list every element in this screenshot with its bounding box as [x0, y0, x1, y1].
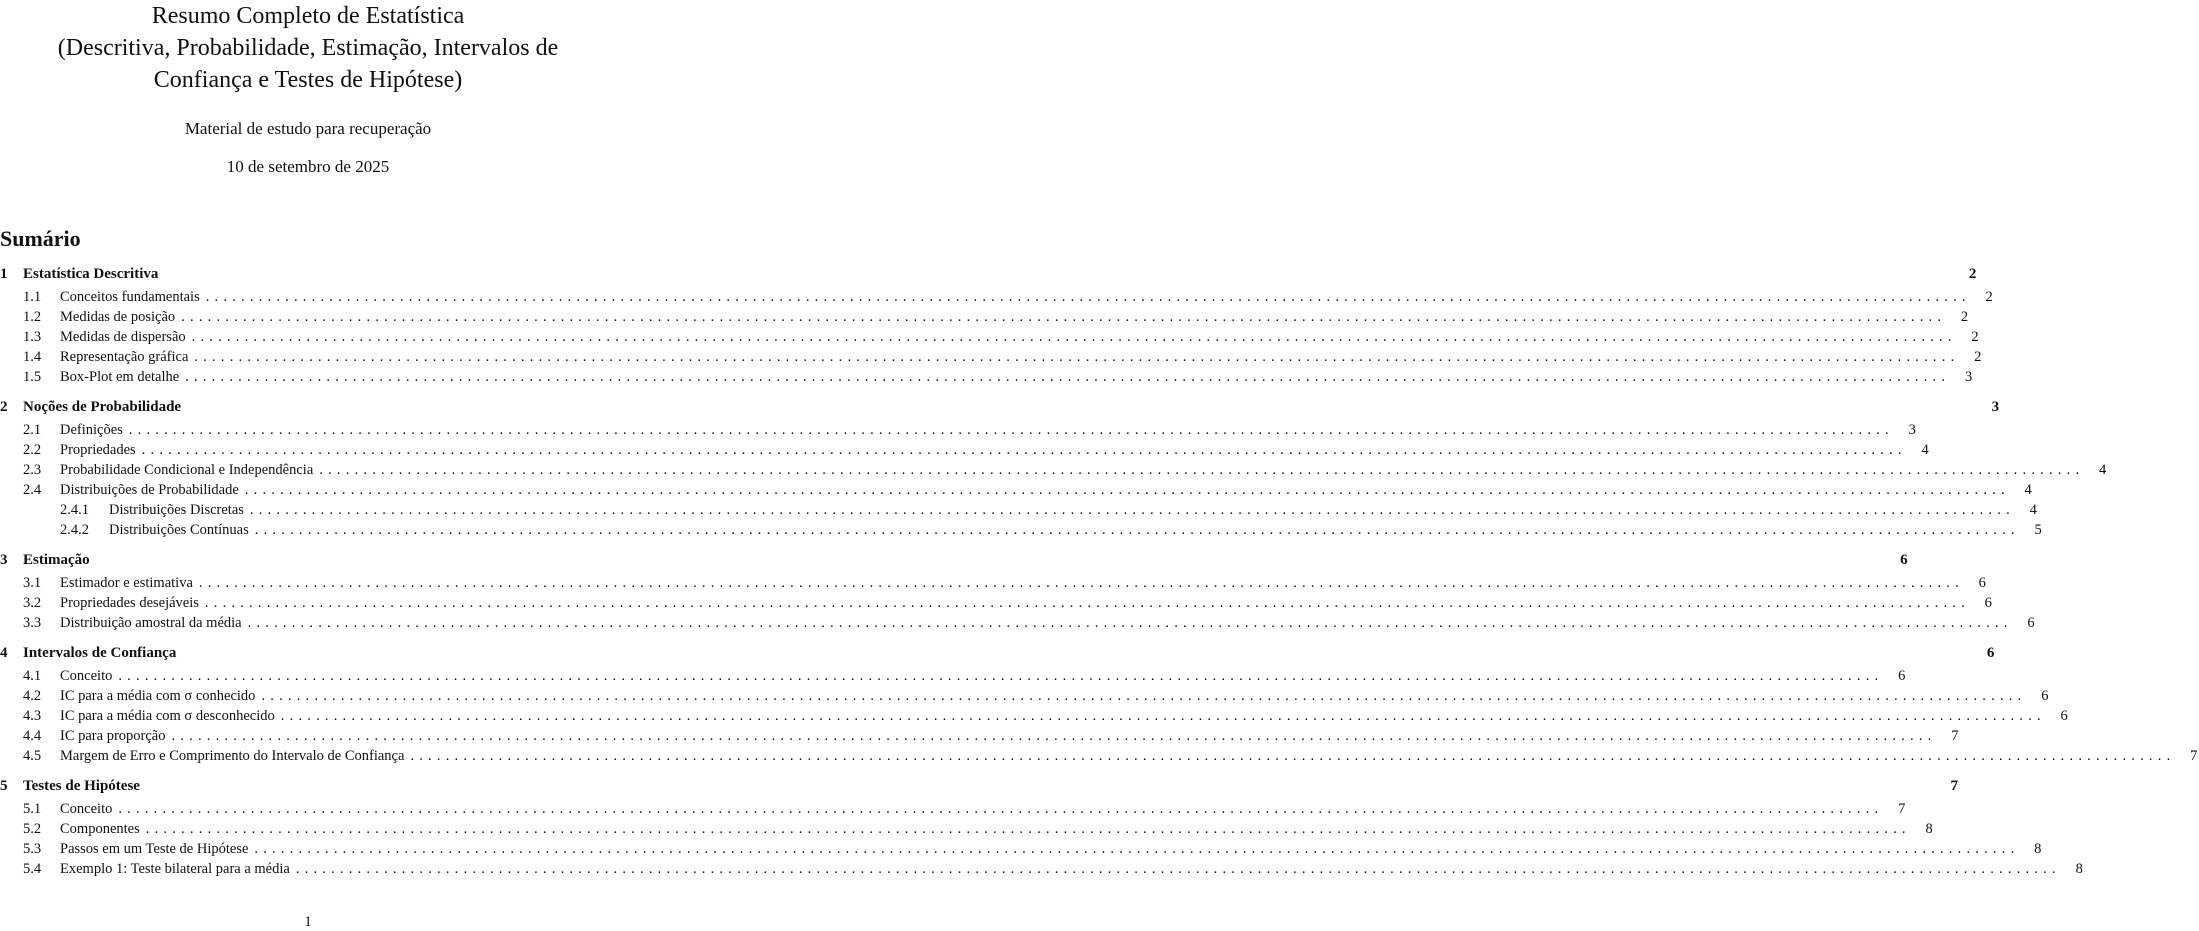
- toc-entry-label: Intervalos de Confiança: [23, 645, 177, 661]
- toc-entry-number: 4.1: [23, 668, 42, 684]
- table-of-contents: [0, 262, 2198, 887]
- toc-entry-number: 4: [0, 645, 8, 661]
- title-line: (Descritiva, Probabilidade, Estimação, Intervalos de: [57, 35, 559, 61]
- toc-entry-number: 1.4: [23, 349, 42, 365]
- toc-entry-label: Medidas de posição: [60, 309, 176, 325]
- toc-leader-dots: ........................................................................................................................................................................................................: [410, 748, 2176, 764]
- toc-leader-dots: ........................................................................................................................................................................................................: [185, 369, 1951, 385]
- toc-subsubsection-entry[interactable]: [0, 500, 2037, 520]
- toc-entry-page: 4: [2029, 502, 2037, 518]
- toc-entry-page: 6: [2041, 688, 2049, 704]
- toc-section-entry[interactable]: [0, 395, 2000, 420]
- toc-entry-page: 6: [1898, 668, 1906, 684]
- toc-entry-number: 1.5: [23, 369, 42, 385]
- toc-section-entry[interactable]: [0, 641, 1995, 666]
- toc-entry-page: 2: [1968, 266, 1977, 282]
- toc-entry-label: Distribuições de Probabilidade: [60, 482, 239, 498]
- document-title: [0, 0, 616, 96]
- toc-leader-dots: ........................................................................................................................................................................................................: [181, 309, 1947, 325]
- toc-leader-dots: ........................................................................................................................................................................................................: [254, 522, 2020, 538]
- toc-entry-page: 8: [2075, 861, 2083, 877]
- toc-entry-number: 1.3: [23, 329, 42, 345]
- toc-leader-dots: ........................................................................................................................................................................................................: [118, 801, 1884, 817]
- toc-entry-page: 3: [1964, 369, 1973, 385]
- toc-entry-page: 6: [1900, 552, 1908, 568]
- toc-entry-page: 4: [1921, 442, 1929, 458]
- toc-subsection-entry[interactable]: [0, 706, 2068, 726]
- toc-entry-label: Medidas de dispersão: [60, 329, 186, 345]
- toc-subsection-entry[interactable]: [0, 347, 1982, 367]
- toc-entry-label: Distribuição amostral da média: [60, 615, 242, 631]
- toc-subsection-entry[interactable]: [0, 307, 1969, 327]
- toc-entry-label: Propriedades desejáveis: [60, 595, 199, 611]
- toc-entry-page: 4: [2099, 462, 2107, 478]
- toc-entry-number: 5.3: [23, 841, 42, 857]
- toc-section-block: [0, 774, 2083, 879]
- toc-subsection-entry[interactable]: [0, 287, 1993, 307]
- toc-entry-number: 2.4.2: [60, 522, 89, 538]
- toc-entry-number: 1.1: [23, 289, 42, 305]
- toc-entry-label: Distribuições Contínuas: [109, 522, 249, 538]
- toc-subsection-entry[interactable]: [0, 593, 1992, 613]
- toc-section-block: [0, 641, 2198, 766]
- toc-entry-number: 4.4: [23, 728, 42, 744]
- toc-entry-label: Conceitos fundamentais: [60, 289, 200, 305]
- toc-subsection-entry[interactable]: [0, 686, 2049, 706]
- toc-entry-label: Noções de Probabilidade: [23, 399, 182, 415]
- toc-entry-page: 2: [1971, 329, 1979, 345]
- toc-entry-label: Box-Plot em detalhe: [60, 369, 180, 385]
- toc-entry-number: 4.2: [23, 688, 42, 704]
- page-number: 1: [304, 914, 312, 930]
- toc-leader-dots: ........................................................................................................................................................................................................: [205, 289, 1971, 305]
- toc-section-entry[interactable]: [0, 548, 1908, 573]
- toc-entry-page: 6: [2027, 615, 2035, 631]
- toc-entry-page: 6: [2060, 708, 2068, 724]
- toc-entry-page: 7: [1950, 778, 1958, 794]
- toc-subsection-entry[interactable]: [0, 440, 1929, 460]
- toc-entry-label: Probabilidade Condicional e Independência: [60, 462, 314, 478]
- toc-entry-number: 1.2: [23, 309, 42, 325]
- toc-entry-label: Exemplo 1: Teste bilateral para a média: [60, 861, 290, 877]
- toc-subsection-entry[interactable]: [0, 480, 2032, 500]
- toc-entry-number: 5: [0, 778, 8, 794]
- toc-entry-page: 7: [1898, 801, 1906, 817]
- toc-entry-number: 5.2: [23, 821, 42, 837]
- toc-entry-number: 2.4.1: [60, 502, 89, 518]
- toc-entry-page: 6: [1984, 595, 1992, 611]
- toc-subsection-entry[interactable]: [0, 726, 1959, 746]
- toc-entry-label: Definições: [60, 422, 123, 438]
- toc-entry-number: 2.3: [23, 462, 42, 478]
- toc-entry-number: 3: [0, 552, 8, 568]
- toc-subsection-entry[interactable]: [0, 859, 2083, 879]
- toc-entry-number: 4.5: [23, 748, 42, 764]
- toc-entry-label: Margem de Erro e Comprimento do Intervalo de Confiança: [60, 748, 405, 764]
- toc-entry-page: 5: [2034, 522, 2042, 538]
- toc-entry-label: Testes de Hipótese: [23, 778, 140, 794]
- toc-entry-number: 2.4: [23, 482, 42, 498]
- toc-leader-dots: ........................................................................................................................................................................................................: [244, 482, 2010, 498]
- title-line: Confiança e Testes de Hipótese): [153, 67, 463, 93]
- toc-leader-dots: ........................................................................................................................................................................................................: [145, 821, 1911, 837]
- toc-section-block: [0, 262, 1993, 387]
- toc-entry-number: 1: [0, 266, 8, 282]
- toc-leader-dots: ........................................................................................................................................................................................................: [204, 595, 1970, 611]
- toc-leader-dots: ........................................................................................................................................................................................................: [261, 688, 2027, 704]
- toc-entry-label: Conceito: [60, 668, 113, 684]
- toc-entry-page: 6: [1978, 575, 1986, 591]
- toc-entry-page: 8: [1925, 821, 1933, 837]
- toc-section-block: [0, 395, 2107, 540]
- toc-entry-label: Estatística Descritiva: [23, 266, 159, 282]
- toc-leader-dots: ........................................................................................................................................................................................................: [171, 728, 1937, 744]
- toc-section-entry[interactable]: [0, 262, 1977, 287]
- toc-entry-label: Propriedades: [60, 442, 136, 458]
- toc-subsection-entry[interactable]: [0, 839, 2042, 859]
- toc-entry-label: Distribuições Discretas: [109, 502, 244, 518]
- toc-entry-number: 3.2: [23, 595, 42, 611]
- toc-entry-number: 2.1: [23, 422, 42, 438]
- toc-subsection-entry[interactable]: [0, 367, 1973, 387]
- toc-entry-label: Representação gráfica: [60, 349, 189, 365]
- toc-entry-label: Estimação: [23, 552, 90, 568]
- toc-entry-label: Conceito: [60, 801, 113, 817]
- toc-section-entry[interactable]: [0, 774, 1958, 799]
- document-subtitle: Material de estudo para recuperação: [184, 119, 432, 138]
- toc-subsection-entry[interactable]: [0, 746, 2198, 766]
- toc-entry-page: 8: [2034, 841, 2042, 857]
- document-date: 10 de setembro de 2025: [226, 157, 390, 176]
- toc-subsubsection-entry[interactable]: [0, 520, 2042, 540]
- toc-subsection-entry[interactable]: [0, 460, 2107, 480]
- toc-subsection-entry[interactable]: [0, 420, 1916, 440]
- toc-section-block: [0, 548, 2035, 633]
- toc-entry-number: 2: [0, 399, 8, 415]
- toc-heading: Sumário: [0, 226, 81, 251]
- title-line: Resumo Completo de Estatística: [151, 3, 465, 29]
- toc-subsection-entry[interactable]: [0, 819, 1933, 839]
- toc-entry-number: 3.1: [23, 575, 42, 591]
- toc-entry-number: 3.3: [23, 615, 42, 631]
- toc-entry-page: 7: [1951, 728, 1959, 744]
- toc-subsection-entry[interactable]: [0, 666, 1906, 686]
- toc-leader-dots: ........................................................................................................................................................................................................: [319, 462, 2085, 478]
- toc-entry-page: 2: [1974, 349, 1982, 365]
- toc-subsection-entry[interactable]: [0, 613, 2035, 633]
- toc-subsection-entry[interactable]: [0, 327, 1979, 347]
- toc-leader-dots: ........................................................................................................................................................................................................: [247, 615, 2013, 631]
- toc-entry-page: 2: [1960, 309, 1969, 325]
- toc-leader-dots: ........................................................................................................................................................................................................: [254, 841, 2020, 857]
- toc-leader-dots: ........................................................................................................................................................................................................: [141, 442, 1907, 458]
- toc-leader-dots: ........................................................................................................................................................................................................: [280, 708, 2046, 724]
- toc-entry-number: 5.1: [23, 801, 42, 817]
- toc-entry-page: 7: [2190, 748, 2198, 764]
- toc-entry-label: Componentes: [60, 821, 140, 837]
- toc-entry-page: 3: [1991, 399, 2000, 415]
- toc-entry-page: 3: [1908, 422, 1916, 438]
- toc-subsection-entry[interactable]: [0, 573, 1986, 593]
- toc-entry-number: 4.3: [23, 708, 42, 724]
- toc-entry-label: Passos em um Teste de Hipótese: [60, 841, 249, 857]
- toc-entry-label: Estimador e estimativa: [60, 575, 193, 591]
- toc-entry-page: 6: [1986, 645, 1995, 661]
- toc-leader-dots: ........................................................................................................................................................................................................: [198, 575, 1964, 591]
- toc-entry-label: IC para a média com σ desconhecido: [60, 708, 275, 724]
- toc-leader-dots: ........................................................................................................................................................................................................: [191, 329, 1957, 345]
- toc-entry-page: 2: [1985, 289, 1993, 305]
- toc-entry-number: 2.2: [23, 442, 42, 458]
- toc-leader-dots: ........................................................................................................................................................................................................: [249, 502, 2015, 518]
- toc-leader-dots: ........................................................................................................................................................................................................: [295, 861, 2061, 877]
- toc-subsection-entry[interactable]: [0, 799, 1906, 819]
- toc-entry-page: 4: [2024, 482, 2032, 498]
- toc-leader-dots: ........................................................................................................................................................................................................: [128, 422, 1894, 438]
- toc-leader-dots: ........................................................................................................................................................................................................: [118, 668, 1884, 684]
- toc-entry-number: 5.4: [23, 861, 42, 877]
- toc-entry-label: IC para proporção: [60, 728, 166, 744]
- toc-entry-label: IC para a média com σ conhecido: [60, 688, 256, 704]
- toc-leader-dots: ........................................................................................................................................................................................................: [194, 349, 1960, 365]
